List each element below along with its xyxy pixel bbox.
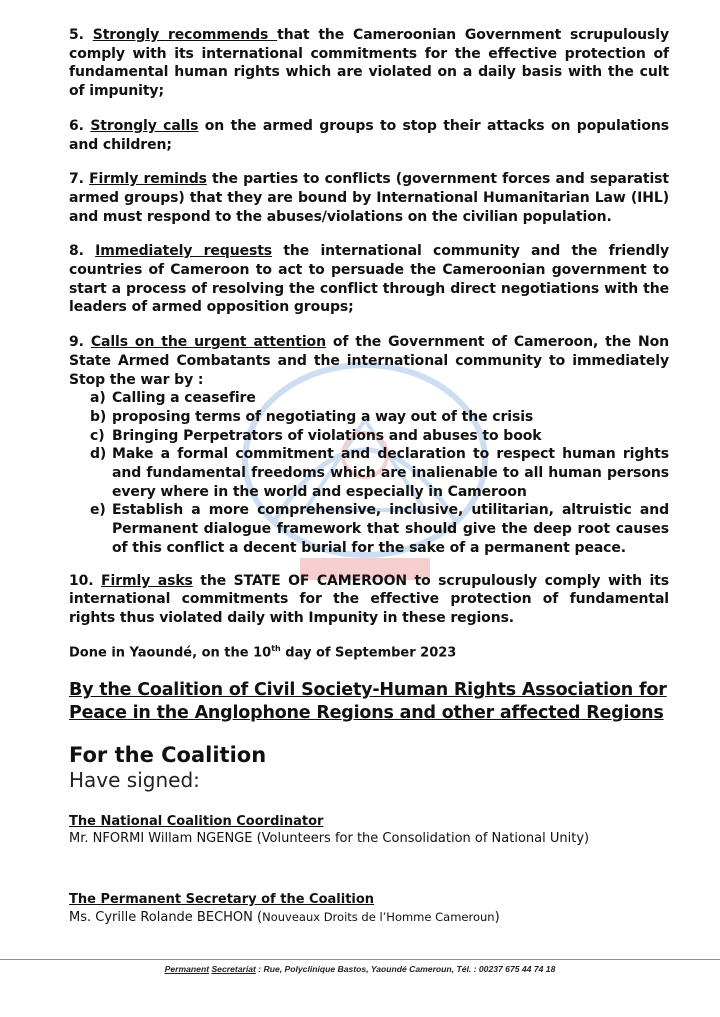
signatory-2-name: Ms. Cyrille Rolande BECHON (Nouveaux Droits de l’Homme Cameroun) xyxy=(69,910,500,926)
item-8: 8. Immediately requests the international community and the friendly countries of Cameroon to act to persuade the Cameroonian government to start a process of resolving the conflict through direct negotiations with the leaders of armed opposition groups; xyxy=(69,243,669,316)
item-5: 5. Strongly recommends that the Cameroonian Government scrupulously comply with its international commitments for the effective protection of fundamental human rights which are violated on a daily basis with the cult of impunity; xyxy=(69,27,669,100)
sub-item-e: e) Establish a more comprehensive, inclusive, utilitarian, altruistic and Permanent dialogue framework that should give the deep root causes of this conflict a decent burial for the sake of a permanent peace. xyxy=(90,502,669,556)
item-8-lead: Immediately requests xyxy=(95,243,273,260)
item-10: 10. Firmly asks the STATE OF CAMEROON to scrupulously comply with its international commitments for the effective protection of fundamental rights thus violated daily with Impunity in these regions. xyxy=(69,572,670,626)
item-10-lead: Firmly asks xyxy=(101,572,193,589)
item-6-lead: Strongly calls xyxy=(90,117,199,134)
coalition-title: By the Coalition of Civil Society-Human Rights Association for Peace in the Anglophone Regions and other affected Regions xyxy=(69,680,667,724)
item-7-lead: Firmly reminds xyxy=(89,171,207,188)
signatory-1-name: Mr. NFORMI Willam NGENGE (Volunteers for the Consolidation of National Unity) xyxy=(69,831,590,847)
signatory-2-role: The Permanent Secretary of the Coalition xyxy=(69,892,375,908)
footer-divider xyxy=(0,959,720,960)
sub-item-c: c) Bringing Perpetrators of violations and abuses to book xyxy=(90,427,542,444)
sub-item-d: d) Make a formal commitment and declaration to respect human rights and fundamental freedoms which are inalienable to all human persons every where in the world and especially in Cameroon xyxy=(90,446,669,500)
done-date-line: Done in Yaoundé, on the 10th day of September 2023 xyxy=(69,643,457,661)
item-6: 6. Strongly calls on the armed groups to stop their attacks on populations and children; xyxy=(69,117,669,153)
signatory-2-org: Nouveaux Droits de l’Homme Cameroun xyxy=(262,910,495,925)
item-9-sublist xyxy=(69,389,669,557)
for-coalition-heading: For the Coalition xyxy=(69,743,267,768)
document-body xyxy=(69,26,669,927)
item-9: 9. Calls on the urgent attention of the Government of Cameroon, the Non State Armed Combatants and the international community to immediately Stop the war by : xyxy=(69,334,669,388)
item-7: 7. Firmly reminds the parties to conflicts (government forces and separatist armed groups) that they are bound by International Humanitarian Law (IHL) and must respond to the abuses/violations on the civilian population. xyxy=(69,171,669,225)
signatory-1-role: The National Coalition Coordinator xyxy=(69,814,324,830)
have-signed-label: Have signed: xyxy=(69,768,200,793)
item-9-lead: Calls on the urgent attention xyxy=(90,334,326,351)
sub-item-a: a) Calling a ceasefire xyxy=(90,390,256,407)
footer-address: Permanent Secretariat : Rue, Polyclinique Bastos, Yaoundé Cameroun, Tél. : 00237 675 44 74 18 xyxy=(164,964,556,974)
item-5-lead: Strongly recommends xyxy=(92,27,278,43)
sub-item-b: b) proposing terms of negotiating a way out of the crisis xyxy=(90,408,534,425)
